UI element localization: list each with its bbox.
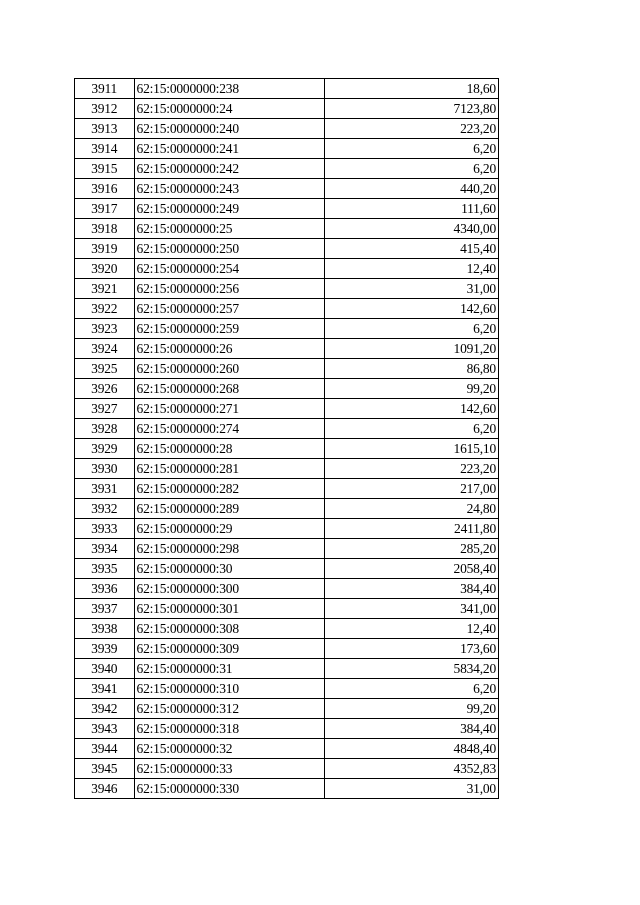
value-cell: 2058,40 — [325, 559, 499, 579]
value-cell: 384,40 — [325, 719, 499, 739]
table-body — [75, 79, 499, 799]
row-number-cell: 3934 — [75, 539, 135, 559]
value-cell: 440,20 — [325, 179, 499, 199]
row-number-cell: 3931 — [75, 479, 135, 499]
value-cell: 6,20 — [325, 319, 499, 339]
cadastral-number-cell: 62:15:0000000:30 — [134, 559, 325, 579]
table-row — [75, 259, 499, 279]
table-row — [75, 79, 499, 99]
row-number-cell: 3911 — [75, 79, 135, 99]
cadastral-number-cell: 62:15:0000000:254 — [134, 259, 325, 279]
value-cell: 86,80 — [325, 359, 499, 379]
table-row — [75, 699, 499, 719]
value-cell: 4340,00 — [325, 219, 499, 239]
cadastral-number-cell: 62:15:0000000:308 — [134, 619, 325, 639]
cadastral-number-cell: 62:15:0000000:241 — [134, 139, 325, 159]
cadastral-number-cell: 62:15:0000000:25 — [134, 219, 325, 239]
table-row — [75, 139, 499, 159]
row-number-cell: 3922 — [75, 299, 135, 319]
value-cell: 5834,20 — [325, 659, 499, 679]
cadastral-number-cell: 62:15:0000000:281 — [134, 459, 325, 479]
cadastral-number-cell: 62:15:0000000:298 — [134, 539, 325, 559]
value-cell: 6,20 — [325, 679, 499, 699]
row-number-cell: 3919 — [75, 239, 135, 259]
value-cell: 217,00 — [325, 479, 499, 499]
value-cell: 1091,20 — [325, 339, 499, 359]
cadastral-number-cell: 62:15:0000000:26 — [134, 339, 325, 359]
row-number-cell: 3943 — [75, 719, 135, 739]
value-cell: 285,20 — [325, 539, 499, 559]
value-cell: 4352,83 — [325, 759, 499, 779]
row-number-cell: 3936 — [75, 579, 135, 599]
row-number-cell: 3914 — [75, 139, 135, 159]
cadastral-number-cell: 62:15:0000000:240 — [134, 119, 325, 139]
row-number-cell: 3941 — [75, 679, 135, 699]
cadastral-number-cell: 62:15:0000000:28 — [134, 439, 325, 459]
value-cell: 111,60 — [325, 199, 499, 219]
table-row — [75, 499, 499, 519]
value-cell: 18,60 — [325, 79, 499, 99]
cadastral-number-cell: 62:15:0000000:29 — [134, 519, 325, 539]
value-cell: 31,00 — [325, 779, 499, 799]
table-row — [75, 639, 499, 659]
cadastral-number-cell: 62:15:0000000:289 — [134, 499, 325, 519]
cadastral-number-cell: 62:15:0000000:300 — [134, 579, 325, 599]
table-row — [75, 239, 499, 259]
table-row — [75, 599, 499, 619]
row-number-cell: 3918 — [75, 219, 135, 239]
table-row — [75, 299, 499, 319]
table-row — [75, 379, 499, 399]
row-number-cell: 3921 — [75, 279, 135, 299]
value-cell: 384,40 — [325, 579, 499, 599]
table-row — [75, 739, 499, 759]
cadastral-number-cell: 62:15:0000000:301 — [134, 599, 325, 619]
cadastral-number-cell: 62:15:0000000:312 — [134, 699, 325, 719]
value-cell: 142,60 — [325, 299, 499, 319]
value-cell: 99,20 — [325, 379, 499, 399]
cadastral-number-cell: 62:15:0000000:260 — [134, 359, 325, 379]
value-cell: 99,20 — [325, 699, 499, 719]
table-row — [75, 659, 499, 679]
cadastral-number-cell: 62:15:0000000:32 — [134, 739, 325, 759]
table-row — [75, 459, 499, 479]
row-number-cell: 3915 — [75, 159, 135, 179]
cadastral-number-cell: 62:15:0000000:259 — [134, 319, 325, 339]
table-row — [75, 219, 499, 239]
cadastral-number-cell: 62:15:0000000:31 — [134, 659, 325, 679]
cadastral-number-cell: 62:15:0000000:33 — [134, 759, 325, 779]
cadastral-number-cell: 62:15:0000000:282 — [134, 479, 325, 499]
cadastral-number-cell: 62:15:0000000:242 — [134, 159, 325, 179]
cadastral-number-cell: 62:15:0000000:310 — [134, 679, 325, 699]
cadastral-number-cell: 62:15:0000000:238 — [134, 79, 325, 99]
value-cell: 173,60 — [325, 639, 499, 659]
table-row — [75, 279, 499, 299]
value-cell: 415,40 — [325, 239, 499, 259]
value-cell: 6,20 — [325, 159, 499, 179]
cadastral-number-cell: 62:15:0000000:330 — [134, 779, 325, 799]
row-number-cell: 3920 — [75, 259, 135, 279]
table-row — [75, 619, 499, 639]
value-cell: 7123,80 — [325, 99, 499, 119]
value-cell: 4848,40 — [325, 739, 499, 759]
row-number-cell: 3935 — [75, 559, 135, 579]
row-number-cell: 3933 — [75, 519, 135, 539]
cadastral-number-cell: 62:15:0000000:249 — [134, 199, 325, 219]
cadastral-number-cell: 62:15:0000000:243 — [134, 179, 325, 199]
cadastral-number-cell: 62:15:0000000:257 — [134, 299, 325, 319]
value-cell: 223,20 — [325, 119, 499, 139]
row-number-cell: 3945 — [75, 759, 135, 779]
table-row — [75, 759, 499, 779]
cadastral-number-cell: 62:15:0000000:24 — [134, 99, 325, 119]
value-cell: 2411,80 — [325, 519, 499, 539]
row-number-cell: 3938 — [75, 619, 135, 639]
row-number-cell: 3926 — [75, 379, 135, 399]
row-number-cell: 3939 — [75, 639, 135, 659]
table-row — [75, 199, 499, 219]
table-row — [75, 439, 499, 459]
row-number-cell: 3913 — [75, 119, 135, 139]
table-row — [75, 519, 499, 539]
row-number-cell: 3937 — [75, 599, 135, 619]
table-row — [75, 419, 499, 439]
table-row — [75, 579, 499, 599]
value-cell: 341,00 — [325, 599, 499, 619]
row-number-cell: 3928 — [75, 419, 135, 439]
row-number-cell: 3927 — [75, 399, 135, 419]
row-number-cell: 3930 — [75, 459, 135, 479]
row-number-cell: 3929 — [75, 439, 135, 459]
value-cell: 12,40 — [325, 619, 499, 639]
table-row — [75, 719, 499, 739]
table-row — [75, 339, 499, 359]
row-number-cell: 3912 — [75, 99, 135, 119]
row-number-cell: 3925 — [75, 359, 135, 379]
table-row — [75, 679, 499, 699]
value-cell: 6,20 — [325, 419, 499, 439]
cadastral-number-cell: 62:15:0000000:274 — [134, 419, 325, 439]
row-number-cell: 3924 — [75, 339, 135, 359]
table-row — [75, 159, 499, 179]
table-row — [75, 479, 499, 499]
cadastral-number-cell: 62:15:0000000:250 — [134, 239, 325, 259]
table-row — [75, 119, 499, 139]
value-cell: 1615,10 — [325, 439, 499, 459]
row-number-cell: 3944 — [75, 739, 135, 759]
cadastral-number-cell: 62:15:0000000:318 — [134, 719, 325, 739]
cadastral-number-cell: 62:15:0000000:268 — [134, 379, 325, 399]
row-number-cell: 3946 — [75, 779, 135, 799]
value-cell: 142,60 — [325, 399, 499, 419]
cadastral-value-table — [74, 78, 499, 799]
cadastral-number-cell: 62:15:0000000:309 — [134, 639, 325, 659]
table-row — [75, 399, 499, 419]
row-number-cell: 3942 — [75, 699, 135, 719]
table-row — [75, 359, 499, 379]
value-cell: 24,80 — [325, 499, 499, 519]
row-number-cell: 3916 — [75, 179, 135, 199]
row-number-cell: 3923 — [75, 319, 135, 339]
table-row — [75, 179, 499, 199]
cadastral-number-cell: 62:15:0000000:256 — [134, 279, 325, 299]
table-row — [75, 539, 499, 559]
table-row — [75, 779, 499, 799]
row-number-cell: 3940 — [75, 659, 135, 679]
value-cell: 12,40 — [325, 259, 499, 279]
value-cell: 6,20 — [325, 139, 499, 159]
table-row — [75, 559, 499, 579]
cadastral-number-cell: 62:15:0000000:271 — [134, 399, 325, 419]
row-number-cell: 3932 — [75, 499, 135, 519]
table-row — [75, 99, 499, 119]
value-cell: 31,00 — [325, 279, 499, 299]
value-cell: 223,20 — [325, 459, 499, 479]
table-row — [75, 319, 499, 339]
row-number-cell: 3917 — [75, 199, 135, 219]
